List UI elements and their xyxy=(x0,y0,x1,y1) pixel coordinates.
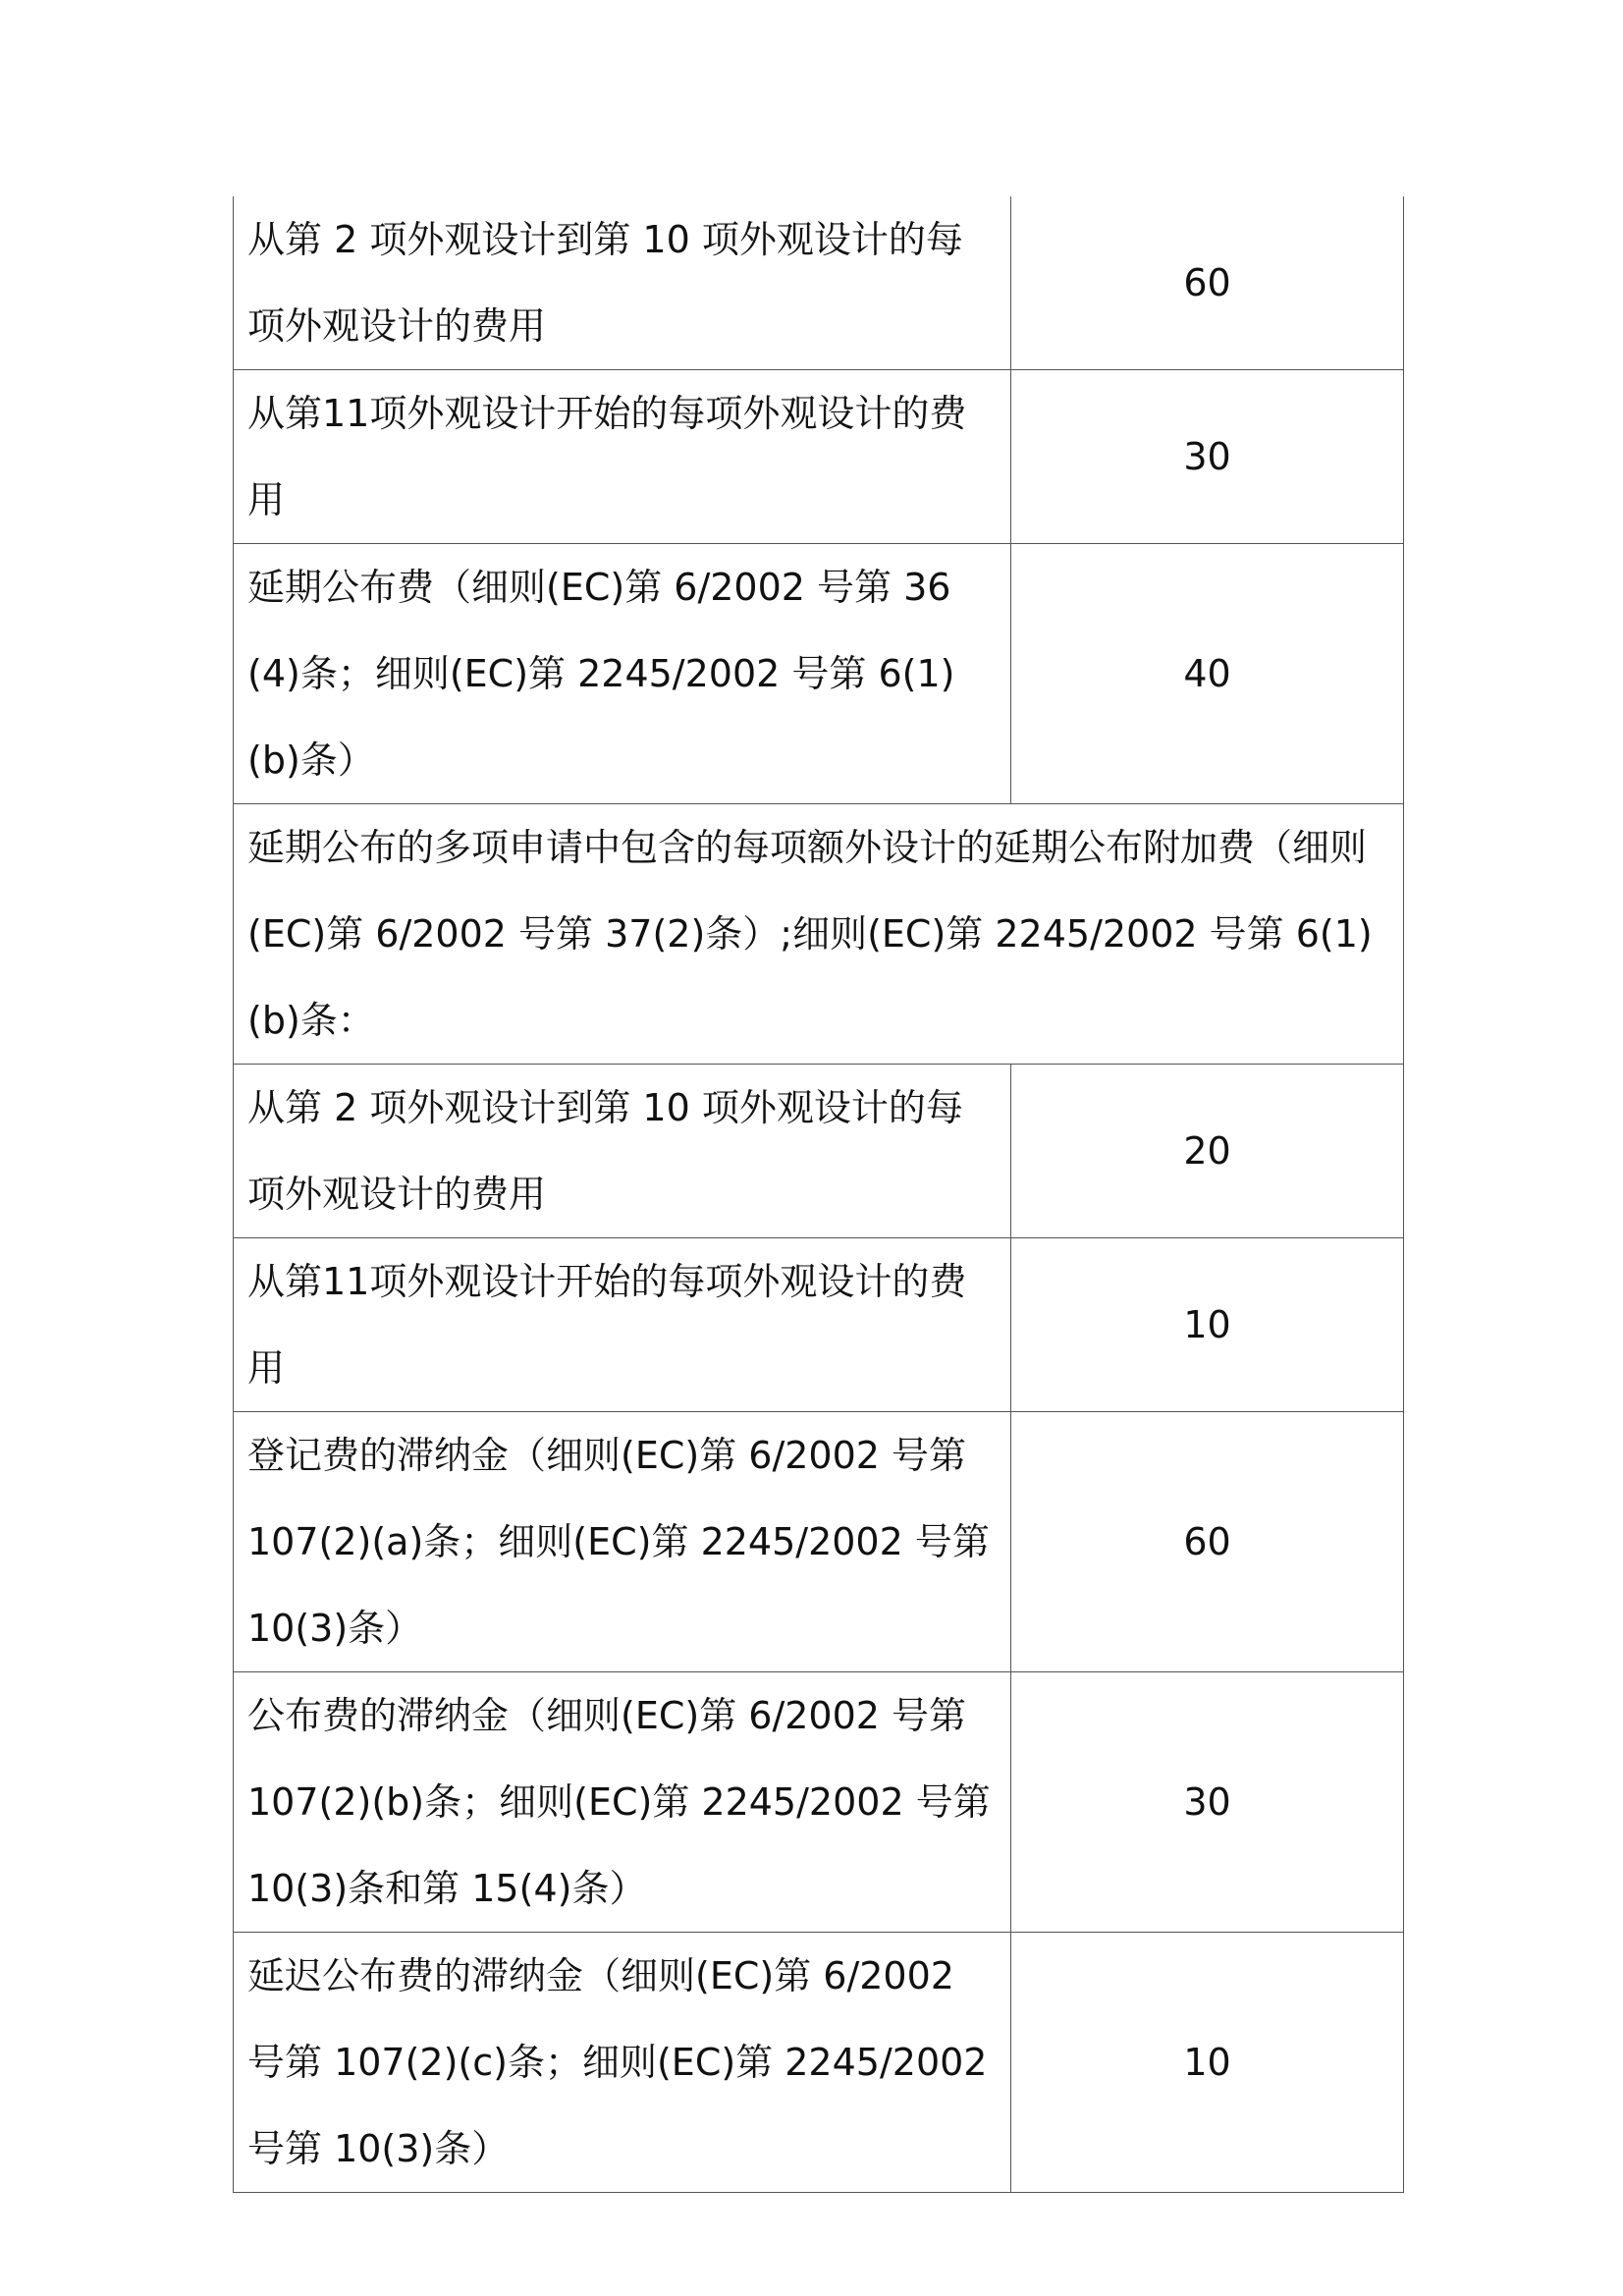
fee-description: 延期公布费（细则(EC)第 6/2002 号第 36(4)条；细则(EC)第 2245/2002 号第 6(1)(b)条） xyxy=(234,544,1011,804)
fee-description: 从第11项外观设计开始的每项外观设计的费用 xyxy=(234,370,1011,544)
table-row xyxy=(234,1412,1404,1672)
table-row xyxy=(234,1238,1404,1412)
table-row xyxy=(234,1933,1404,2193)
fee-amount: 30 xyxy=(1011,370,1404,544)
fee-description: 公布费的滞纳金（细则(EC)第 6/2002 号第 107(2)(b)条；细则(EC)第 2245/2002 号第 10(3)条和第 15(4)条） xyxy=(234,1672,1011,1933)
table-row xyxy=(234,370,1404,544)
fee-amount: 30 xyxy=(1011,1672,1404,1933)
fee-amount: 10 xyxy=(1011,1238,1404,1412)
fee-amount: 40 xyxy=(1011,544,1404,804)
table-row xyxy=(234,1672,1404,1933)
fee-amount: 20 xyxy=(1011,1065,1404,1238)
table-section-row xyxy=(234,804,1404,1065)
table-row xyxy=(234,1065,1404,1238)
fee-table xyxy=(233,196,1404,2193)
fee-section-heading: 延期公布的多项申请中包含的每项额外设计的延期公布附加费（细则(EC)第 6/2002 号第 37(2)条）;细则(EC)第 2245/2002 号第 6(1)(b)条： xyxy=(234,804,1404,1065)
fee-description: 延迟公布费的滞纳金（细则(EC)第 6/2002 号第 107(2)(c)条；细则(EC)第 2245/2002 号第 10(3)条） xyxy=(234,1933,1011,2193)
fee-description: 从第 2 项外观设计到第 10 项外观设计的每项外观设计的费用 xyxy=(234,1065,1011,1238)
table-row xyxy=(234,196,1404,370)
fee-description: 从第 2 项外观设计到第 10 项外观设计的每项外观设计的费用 xyxy=(234,196,1011,370)
fee-amount: 10 xyxy=(1011,1933,1404,2193)
table-row xyxy=(234,544,1404,804)
fee-amount: 60 xyxy=(1011,196,1404,370)
fee-description: 登记费的滞纳金（细则(EC)第 6/2002 号第 107(2)(a)条；细则(EC)第 2245/2002 号第 10(3)条） xyxy=(234,1412,1011,1672)
fee-amount: 60 xyxy=(1011,1412,1404,1672)
fee-description: 从第11项外观设计开始的每项外观设计的费用 xyxy=(234,1238,1011,1412)
